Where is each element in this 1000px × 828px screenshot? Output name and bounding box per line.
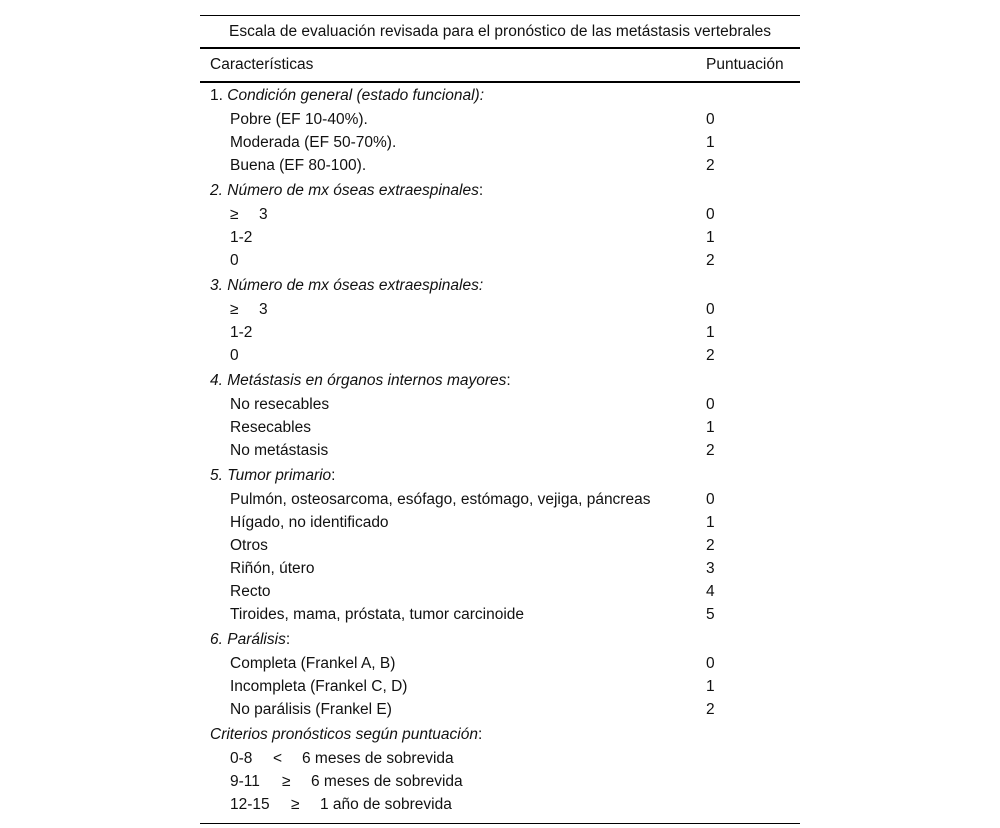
criteria-outcome: 6 meses de sobrevida [311,773,463,790]
row-score: 2 [706,701,715,718]
row-score: 2 [706,252,715,269]
row-label: Hígado, no identificado [230,514,389,531]
table-row [200,603,800,626]
section-number: 2. [210,182,223,199]
section-title [200,84,800,108]
row-label: No parálisis (Frankel E) [230,701,392,718]
header-characteristics: Características [210,56,314,73]
row-score: 0 [706,396,715,413]
row-label: Riñón, útero [230,560,315,577]
prognosis-scale-table [200,15,800,824]
table-row [200,344,800,367]
greater-equal-symbol: ≥ [230,301,239,318]
table-row [200,416,800,439]
section-title [200,464,800,488]
criteria-score-empty [696,770,800,793]
row-label-group [200,203,696,226]
section-colon: : [331,467,336,484]
table-header-row [200,49,800,83]
section-title [200,369,800,393]
less-than-symbol: < [273,750,283,767]
row-label: 1-2 [230,324,253,341]
criteria-range: 12-15 [230,796,270,813]
criteria-row [200,747,800,770]
table-row [200,108,800,131]
criteria-range: 0-8 [230,750,253,767]
row-label: Pobre (EF 10-40%). [230,111,368,128]
row-score: 2 [706,537,715,554]
row-score: 0 [706,111,715,128]
header-score: Puntuación [706,56,784,73]
row-label: Moderada (EF 50-70%). [230,134,397,151]
table-row [200,675,800,698]
table-row [200,154,800,177]
section-number: 4. [210,372,223,389]
table-row [200,249,800,272]
row-label: 0 [230,252,239,269]
criteria-score-empty [696,747,800,770]
section-title [200,274,800,298]
section-number: 5. [210,467,223,484]
section-label: Parálisis [227,631,286,648]
row-score: 2 [706,347,715,364]
row-score: 1 [706,514,715,531]
row-score: 3 [706,560,715,577]
table-row [200,534,800,557]
row-label: Tiroides, mama, próstata, tumor carcinoide [230,606,525,623]
table-row [200,698,800,721]
row-label: 0 [230,347,239,364]
row-label: No resecables [230,396,330,413]
criteria-row [200,770,800,793]
criteria-outcome: 6 meses de sobrevida [302,750,454,767]
section-number: 1. [210,87,223,104]
row-label: Recto [230,583,271,600]
section-colon: : [285,631,291,648]
row-score: 2 [706,157,715,174]
section-label: Tumor primario [227,467,332,484]
table-caption: Escala de evaluación revisada para el pronóstico de las metástasis vertebrales [200,16,800,49]
table-row [200,580,800,603]
criteria-score-empty [696,793,800,816]
criteria-range: 9-11 [230,773,260,790]
row-label: Completa (Frankel A, B) [230,655,396,672]
criteria-colon: : [477,726,483,743]
row-label: 3 [259,206,268,223]
section-number: 6. [210,631,223,648]
table-row [200,439,800,462]
section-label: Número de mx óseas extraespinales: [227,277,484,294]
row-score: 2 [706,442,715,459]
row-label: 3 [259,301,268,318]
section-colon: : [478,182,484,199]
criteria-outcome: 1 año de sobrevida [320,796,452,813]
criteria-title [200,723,800,747]
table-row [200,393,800,416]
table-body [200,83,800,824]
table-row [200,321,800,344]
table-row [200,226,800,249]
greater-equal-symbol: ≥ [291,796,300,813]
row-score: 1 [706,134,715,151]
criteria-text [200,747,696,770]
table-row [200,488,800,511]
row-label: Pulmón, osteosarcoma, esófago, estómago, vejiga, páncreas [230,491,651,508]
row-label: Otros [230,537,268,554]
criteria-row [200,793,800,816]
row-score: 1 [706,419,715,436]
table-row [200,511,800,534]
row-label: Buena (EF 80-100). [230,157,367,174]
section-title [200,628,800,652]
row-label: Resecables [230,419,311,436]
greater-equal-symbol: ≥ [282,773,291,790]
table-row [200,557,800,580]
row-score: 1 [706,324,715,341]
table-row [200,298,800,321]
table-row [200,652,800,675]
row-score: 0 [706,655,715,672]
section-colon: : [506,372,511,389]
row-score: 0 [706,301,715,318]
greater-equal-symbol: ≥ [230,206,239,223]
table-row [200,203,800,226]
criteria-label: Criterios pronósticos según puntuación [210,726,478,743]
section-label: Condición general (estado funcional): [227,87,485,104]
criteria-text [200,793,696,816]
row-label: Incompleta (Frankel C, D) [230,678,408,695]
row-score: 1 [706,678,715,695]
row-label: 1-2 [230,229,253,246]
criteria-text [200,770,696,793]
row-score: 5 [706,606,715,623]
section-number: 3. [210,277,223,294]
table-row [200,131,800,154]
row-label-group [200,298,696,321]
row-score: 1 [706,229,715,246]
row-score: 0 [706,206,715,223]
row-label: No metástasis [230,442,329,459]
row-score: 0 [706,491,715,508]
row-score: 4 [706,583,715,600]
section-label: Metástasis en órganos internos mayores [227,372,507,389]
section-title [200,179,800,203]
section-label: Número de mx óseas extraespinales [227,182,479,199]
